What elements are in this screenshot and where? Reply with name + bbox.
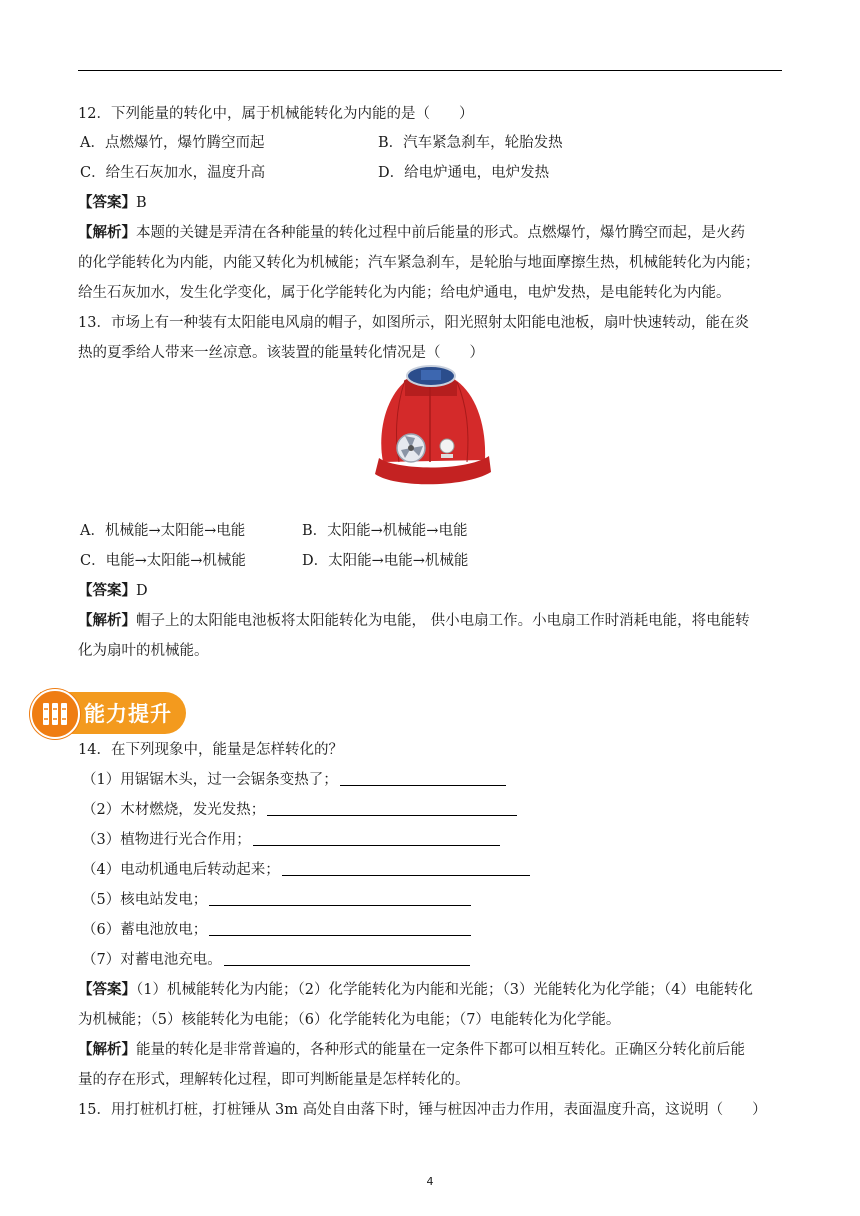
q13-answer [78,582,148,600]
q12-option-d: D．给电炉通电，电炉发热 [378,165,550,181]
q13-option-d: D．太阳能→电能→机械能 [302,553,469,569]
analysis-text: 本题的关键是弄清在各种能量的转化过程中前后能量的形式。点燃爆竹，爆竹腾空而起，是火药 [136,225,745,241]
solar-fan-cap-image [365,350,495,490]
q12-stem: 12．下列能量的转化中，属于机械能转化为内能的是（ ） [78,106,474,122]
analysis-text: 帽子上的太阳能电池板将太阳能转化为电能， 供小电扇工作。小电扇工作时消耗电能，将电能转 [136,613,750,629]
q15-stem: 15．用打桩机打桩，打桩锤从 3m 高处自由落下时，锤与桩因冲击力作用，表面温度升高，这说明（ ） [78,1102,767,1118]
q14-analysis-line [78,1041,745,1059]
q14-item-text: （7）对蓄电池充电。 [82,952,222,968]
q14-item-text: （1）用锯锯木头，过一会锯条变热了； [82,772,338,788]
header-rule [78,70,782,71]
answer-blank [209,921,471,936]
q14-item [82,771,506,789]
q14-item-text: （2）木材燃烧，发光发热； [82,802,266,818]
q12-analysis-line [78,224,745,242]
answer-blank [253,831,500,846]
q14-item-text: （4）电动机通电后转动起来； [82,862,280,878]
answer-value: B [136,195,147,211]
books-icon-graphic [32,691,78,737]
q13-stem-line: 热的夏季给人带来一丝凉意。该装置的能量转化情况是（ ） [78,345,484,361]
books-icon [30,689,80,739]
answer-blank [282,861,530,876]
answer-value: D [136,583,148,599]
q14-item [82,831,500,849]
q12-analysis-line: 的化学能转化为内能，内能又转化为机械能；汽车紧急刹车，是轮胎与地面摩擦生热，机械能转化为内能； [78,255,760,271]
q12-option-a: A．点燃爆竹，爆竹腾空而起 [80,135,265,151]
q13-option-b: B．太阳能→机械能→电能 [302,523,468,539]
q13-analysis-line [78,612,750,630]
answer-blank [340,771,506,786]
q12-answer [78,194,147,212]
q14-stem: 14．在下列现象中，能量是怎样转化的？ [78,742,343,758]
answer-label: 【答案】 [78,582,136,599]
q13-analysis-line: 化为扇叶的机械能。 [78,643,209,659]
q14-item [82,951,470,969]
q13-option-c: C．电能→太阳能→机械能 [80,553,246,569]
q12-analysis-line: 给生石灰加水，发生化学变化，属于化学能转化为内能；给电炉通电，电炉发热，是电能转化为内能。 [78,285,731,301]
answer-text: （1）机械能转化为内能；（2）化学能转化为内能和光能；（3）光能转化为化学能；（4）电能转化 [136,982,753,998]
answer-blank [267,801,517,816]
q14-item-text: （3）植物进行光合作用； [82,832,251,848]
q12-option-c: C．给生石灰加水，温度升高 [80,165,266,181]
q14-item [82,801,517,819]
analysis-label: 【解析】 [78,1041,136,1058]
q14-item [82,861,530,879]
q14-answer-line: 为机械能；（5）核能转化为电能；（6）化学能转化为电能；（7）电能转化为化学能。 [78,1012,621,1028]
page-number: 4 [426,1175,434,1188]
answer-blank [224,951,470,966]
section-title: 能力提升 [84,702,172,726]
q14-answer-line [78,981,753,999]
analysis-label: 【解析】 [78,612,136,629]
section-banner [30,689,186,735]
q13-stem-line: 13．市场上有一种装有太阳能电风扇的帽子，如图所示，阳光照射太阳能电池板，扇叶快速转动，能在炎 [78,315,749,331]
analysis-text: 能量的转化是非常普遍的，各种形式的能量在一定条件下都可以相互转化。正确区分转化前后能 [136,1042,745,1058]
q13-option-a: A．机械能→太阳能→电能 [80,523,246,539]
answer-label: 【答案】 [78,981,136,998]
q14-analysis-line: 量的存在形式，理解转化过程，即可判断能量是怎样转化的。 [78,1072,470,1088]
answer-label: 【答案】 [78,194,136,211]
answer-blank [209,891,471,906]
q12-option-b: B．汽车紧急刹车，轮胎发热 [378,135,563,151]
q14-item-text: （5）核电站发电； [82,892,208,908]
q14-item [82,891,471,909]
q14-item [82,921,471,939]
q14-item-text: （6）蓄电池放电； [82,922,208,938]
analysis-label: 【解析】 [78,224,136,241]
